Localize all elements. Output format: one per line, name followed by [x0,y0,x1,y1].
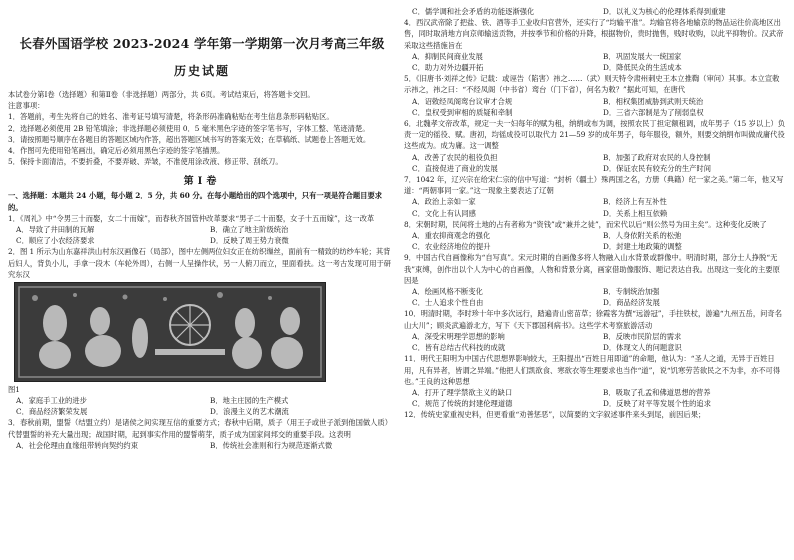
question-stem: 10．明清时期，李时珍十年中多次远行，踏遍青山密苗草；徐霞客为撰“远游冠”，手拄铁杖，游遍“九州五岳，问奇名山大川”；顾炎武遍游北方，写下《天下郡国利病书》。这些学术考察旅游活动 [404,309,783,330]
question-3 [8,417,396,451]
question-stem: 9．中国古代自画像称为“自写真”。宋元时期的自画像多将人物融入山水背景或群像中。明清时期，部分士人挣脱“无我”束缚，创作出以个人为中心的自画像，人物和背景分离，画家借助像服饰、题记表达自我。出现这一变化的主要原因是 [404,253,780,285]
option: C．农业经济地位的提升 [412,242,491,252]
option: C．商品经济繁荣发展 [16,407,88,417]
question-stem: 12．传统史家重视史料，但更看重“劝善惩恶”，以简要的文字叙述事件来头到尾，前因后果； [404,410,706,420]
question-stem: 4．西汉武帝除了把盐、铁、酒等手工业收归官营外，还实行了“均输平准”。均输官将各地输京的物品运往价高地区出售，同时取消地方向京师输送贡物，并按季节和价格的升降，根据物价，贵时抛售，贱时收购，以此平抑物价。汉武帝采取这些措施旨在 [404,18,784,50]
question-stem: 7．1042 年，辽兴宗在给宋仁宗的信中写道：“封析（疆土）殊两国之名，方册（典籍）纪一家之美。”第二年，他又写道：“两朝事同一家。”这一现象主要表达了辽朝 [404,175,784,196]
option: B．加强了政府对农民的人身控制 [603,152,711,162]
option: C．规范了传统的封建伦理道德 [412,399,513,409]
question-stem: 2．图 1 所示为山东嘉祥洪山村东汉画像石（局部），图中左侧两位妇女正在纺织缫丝，面前有一精致的纺纱车轮；其背后妇人，背负小儿，手拿一段木（车轮外周），右侧一人呈操作状，另一人俯刀而立，里面看扶。这一考古发现可用于研究东汉 [8,247,392,279]
question-6 [404,118,786,174]
stone-relief-image [14,282,326,382]
option: D．封建土地政策的调整 [603,242,682,252]
relief-illustration [15,283,325,381]
question-12 [404,409,786,420]
option: D．降低民众的生活成本 [603,63,682,73]
figure-caption: 图1 [8,385,20,395]
intro-line: 注意事项： [8,101,45,111]
exam-subtitle: 历史试题 [173,64,230,78]
intro-line: 2．选择题必须使用 2B 铅笔填涂；非选择题必须使用 0．5 毫米黑色字迹的签字笔书写，字体工整、笔迹清楚。 [8,123,370,133]
option: C．儒学调和社会矛盾的功能逐渐强化 [412,7,535,16]
option: B．经济上有互补性 [603,197,667,207]
option: A．家庭手工业的进步 [16,396,87,406]
question-11 [404,353,786,409]
option: D．反映了对平等发展个性的追求 [603,399,712,409]
exam-title: 长春外国语学校 2023-2024 学年第一学期第一次月考高三年级 [19,36,385,51]
option: D．浪漫主义的艺术潮流 [210,407,289,417]
option: D．体现文人的问题意识 [603,343,682,353]
intro-line: 1．答题前，考生先将自己的姓名、准考证号填写清楚，将条形码准确粘贴在考生信息条形码粘贴区。 [8,112,334,122]
option: C．皆有总结古代科技的成就 [412,343,506,353]
option: B．反映市民阶层的需求 [603,331,682,341]
intro-line: 本试卷分第Ⅰ卷（选择题）和第Ⅱ卷（非选择题）两部分，共 6页。考试结束后，将答题卡交回。 [8,90,315,99]
option: C．直接促进了商业的发展 [412,163,498,173]
question-2 [8,246,396,417]
instructions: 一、选择题：本题共 24 小题，每小题 2．5 分，共 60 分。在每小题给出的四个选项中，只有一项是符合题目要求的。 [8,191,383,212]
option: B．吸取了孔孟和佛道思想的营养 [603,387,711,397]
option: B．确立了地主阶级统治 [210,225,289,235]
option: A．抑制民间商业发展 [412,51,483,61]
option: D．三省六部制是为了削弱皇权 [603,107,704,117]
question-stem: 8．宋朝时期，民间将土地的占有者称为“资钱”或“兼并之徒”，而宋代以后“则公然号为田主矣”。这种变化反映了 [404,219,767,229]
option: A．社会伦理由血缘纽带转向契约约束 [16,440,139,450]
option: D．反映了周王势力衰微 [210,236,289,246]
section-heading: 第Ⅰ卷 [183,176,221,188]
option: A．政治上亲如一家 [412,197,476,207]
question-stem: 11．明代王阳明为中国古代思想界影响较大，王阳提出“百姓日用即道”的命题，他认为：“圣人之道，无异于百姓日用，凡有异者，皆谓之异端。”他把人们凯欲食、寒欲衣等生理要求也当作“道”，说“饥寒劳苦欲民之不为非，亦不可得也。”王良的这种思想 [404,354,781,386]
question-5 [404,73,786,118]
question-stem: 5．《旧唐书·刘祥之传》记载：或诬告（陷害）祎之……（武）则天特令肃州刺史王本立推鞫（审问）其事。本立宣敕示祎之，祎之曰：“不经凤阁（中书省）鸾台（门下省），何名为敕？”据此可知，在唐代 [404,74,780,95]
option: A．导致了井田制的瓦解 [16,225,95,235]
intro-line: 5．保持卡面清洁，不要折叠，不要弄破、弄皱，不准使用涂改液、修正带、刮纸刀。 [8,157,283,167]
option: B．相权集团威胁到武则天统治 [603,96,704,106]
option: C．士人追求个性自由 [412,298,484,308]
intro-line: 3．请按照题号顺序在各题目的答题区域内作答，超出答题区域书写的答案无效；在草稿纸、试题卷上答题无效。 [8,134,371,144]
option: C．皇权受到审相的质疑和牵制 [412,107,513,117]
option: C．顺应了小农经济要求 [16,236,95,246]
option: C．助力对外边疆开拓 [412,63,484,73]
question-9 [404,252,786,308]
question-3-continued [404,6,786,17]
option: A．打开了理学禁欲主义的缺口 [412,387,513,397]
option: B．地主庄园的生产模式 [210,396,289,406]
option: B．专制统治加强 [603,287,660,297]
left-column [8,0,396,560]
option: D．保证农民有较充分的生产时间 [603,163,712,173]
option: A．重农抑商观念的强化 [412,231,491,241]
option: C．文化上有认同感 [412,208,476,218]
option: D．关系上相互依赖 [603,208,668,218]
intro-block [8,89,396,167]
intro-line: 4．作图可先使用铅笔画出，确定后必须用黑色字迹的签字笔描黑。 [8,146,225,156]
option: D．商品经济发展 [603,298,660,308]
right-column [404,0,786,560]
question-stem: 1．《周礼》中“令男三十而娶，女二十而嫁”，而春秋齐国管仲改革要求“男子二十而娶，女子十五而嫁”，这一改革 [8,213,375,223]
question-4 [404,17,786,73]
question-stem: 6．北魏孝文帝改革，规定一夫一妇每年的赋为租，纳绢或布为调，按照农民丁担定额租调，成年男子（15 岁以上）负责一定的徭役、赋。唐初，均徭成役可以取代力 21—59 岁的成年男子，每年服役，额外，则要交纳绢布叫做成庸代役这些成为。成为庸。这一调整 [404,119,786,151]
option: B．传统社会准则和行为规范逐渐式微 [210,440,333,450]
option: B．巩固发展大一统国家 [603,51,682,61]
option: A．绘画风格不断变化 [412,287,483,297]
option: B．人身依附关系的松弛 [603,231,682,241]
option: D．以礼义为核心的伦理体系得到重建 [603,7,726,16]
question-1 [8,213,396,247]
question-stem: 3．春秋前期，盟誓（结盟立约）是诸侯之间实现互信的重要方式；春秋中后期，质子（用王子或世子派到他国做人质）代替盟誓的补充大量出现；战国时期，起到事实作用的盟誓萌芽，质子成为国家间邦交的重要手段。这表明 [8,418,393,439]
question-7 [404,174,786,219]
option: A．改善了农民的租役负担 [412,152,498,162]
question-10 [404,308,786,353]
question-8 [404,219,786,253]
option: A．深受宋明理学思想的影响 [412,331,505,341]
option: A．诏敕经凤阁鸾台议审才合规 [412,96,513,106]
